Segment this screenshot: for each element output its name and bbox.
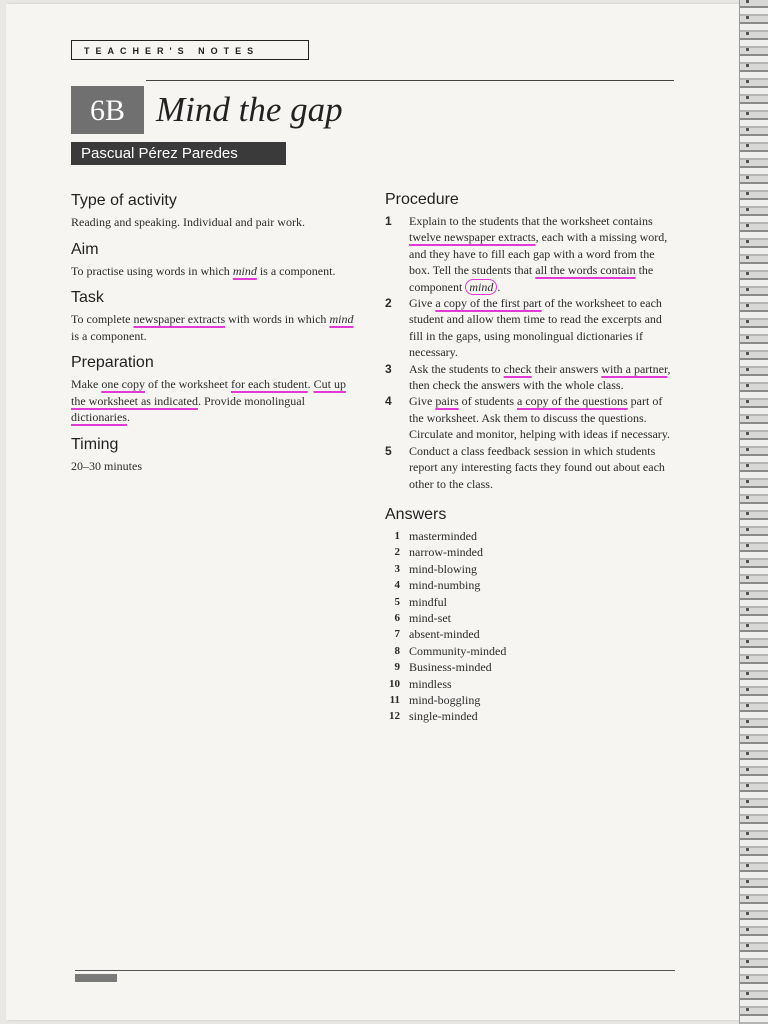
answer-item bbox=[385, 577, 675, 593]
footer-tab bbox=[75, 974, 117, 982]
step-text: of students bbox=[458, 394, 517, 409]
step-underline: check bbox=[503, 361, 532, 376]
step-text: the component bbox=[409, 263, 654, 294]
answer-text: mind-set bbox=[409, 610, 451, 625]
answer-text: mind-blowing bbox=[409, 561, 477, 576]
aim-text bbox=[71, 263, 361, 280]
type-of-activity-section bbox=[71, 192, 361, 231]
answer-number: 4 bbox=[394, 579, 400, 592]
prep-underline-dictionaries: dictionaries bbox=[71, 410, 127, 424]
step-text: Ask the students to bbox=[409, 361, 504, 376]
answer-item bbox=[385, 594, 675, 610]
unit-title: Mind the gap bbox=[156, 90, 343, 129]
timing-text: 20–30 minutes bbox=[71, 458, 142, 473]
answer-item bbox=[385, 561, 675, 577]
teachers-notes-header: TEACHER'S NOTES bbox=[71, 40, 309, 60]
answer-item bbox=[385, 610, 675, 626]
step-text: , each with a missing word, and they have to fill each gap with a word from the box. Tell the students that bbox=[409, 230, 668, 278]
prep-text-part: . bbox=[307, 377, 314, 391]
step-number: 2 bbox=[385, 296, 392, 311]
step-text: their answers bbox=[531, 361, 602, 376]
aim-section bbox=[71, 241, 361, 280]
procedure-step bbox=[385, 295, 675, 361]
answer-number: 10 bbox=[389, 677, 400, 690]
author-name: Pascual Pérez Paredes bbox=[71, 142, 286, 165]
step-underline: twelve newspaper extracts bbox=[409, 230, 536, 245]
answer-number: 11 bbox=[389, 693, 400, 706]
preparation-section bbox=[71, 354, 361, 426]
type-of-activity-text: Reading and speaking. Individual and pair work. bbox=[71, 215, 305, 229]
prep-text-part: of the worksheet bbox=[144, 377, 231, 391]
step-number: 5 bbox=[385, 443, 392, 458]
procedure-heading: Procedure bbox=[385, 191, 459, 208]
step-number: 4 bbox=[385, 394, 392, 409]
answer-number: 5 bbox=[394, 595, 400, 608]
step-text: part of the worksheet. Ask them to discuss the questions. Circulate and monitor, helping with ideas if necessary. bbox=[409, 394, 670, 442]
step-text: . bbox=[497, 279, 501, 294]
answer-text: Community-minded bbox=[409, 643, 507, 658]
answer-text: Business-minded bbox=[409, 660, 492, 675]
preparation-heading: Preparation bbox=[71, 354, 154, 371]
answer-text: mindless bbox=[409, 676, 452, 691]
procedure-step bbox=[385, 213, 675, 295]
timing-heading: Timing bbox=[71, 435, 119, 453]
step-text: of the worksheet to each student and allow them time to read the excerpts and fill in the gaps, using monolingual dictionaries if necessary. bbox=[409, 296, 662, 360]
aim-heading: Aim bbox=[71, 240, 99, 258]
task-section bbox=[71, 289, 361, 344]
circled-mind-word: mind bbox=[465, 279, 497, 295]
aim-text-part: is a component. bbox=[256, 263, 336, 278]
timing-section bbox=[71, 436, 361, 475]
task-text-part: To complete bbox=[71, 312, 134, 326]
answer-number: 6 bbox=[394, 611, 400, 624]
task-mind-word: mind bbox=[329, 312, 354, 326]
answer-number: 8 bbox=[394, 644, 400, 657]
answer-text: mind-boggling bbox=[409, 692, 481, 707]
prep-underline-cut-up: Cut up the worksheet as indicated bbox=[71, 377, 346, 408]
answer-number: 7 bbox=[394, 628, 400, 641]
answer-text: masterminded bbox=[409, 528, 477, 543]
prep-text-part: . bbox=[126, 410, 130, 424]
answer-item bbox=[385, 659, 675, 675]
step-text: Give bbox=[409, 394, 436, 409]
answer-item bbox=[385, 544, 675, 560]
step-underline: pairs bbox=[435, 394, 459, 409]
answer-number: 2 bbox=[394, 546, 400, 559]
task-underline-newspaper: newspaper extracts bbox=[133, 312, 226, 326]
prep-text-part: . Provide monolingual bbox=[197, 393, 305, 408]
task-text bbox=[71, 311, 361, 344]
step-number: 3 bbox=[385, 361, 392, 376]
answer-text: narrow-minded bbox=[409, 545, 483, 560]
prep-underline-each-student: for each student bbox=[230, 377, 308, 391]
step-underline: a copy of the first part bbox=[435, 296, 542, 311]
answer-number: 12 bbox=[389, 710, 400, 723]
footer-rule bbox=[75, 970, 675, 971]
procedure-step bbox=[385, 361, 675, 394]
answer-item bbox=[385, 692, 675, 708]
answer-item bbox=[385, 528, 675, 544]
step-number: 1 bbox=[385, 214, 392, 228]
step-text: , then check the answers with the whole class. bbox=[409, 361, 671, 393]
right-column bbox=[385, 191, 675, 725]
left-column bbox=[71, 192, 361, 484]
spiral-binding bbox=[739, 0, 768, 1024]
step-text: Give bbox=[409, 296, 436, 311]
aim-mind-word: mind bbox=[232, 263, 257, 278]
task-text-part: with words in which bbox=[225, 312, 330, 326]
procedure-step bbox=[385, 393, 675, 442]
type-of-activity-heading: Type of activity bbox=[71, 192, 177, 209]
step-text: Conduct a class feedback session in which students report any interesting facts they found out about each other to the class. bbox=[409, 443, 665, 491]
procedure-step bbox=[385, 443, 675, 492]
prep-text-part: Make bbox=[71, 377, 102, 391]
answers-list bbox=[385, 528, 675, 725]
procedure-list bbox=[385, 213, 675, 492]
preparation-text bbox=[71, 376, 361, 426]
aim-text-part: To practise using words in which bbox=[71, 263, 233, 278]
answer-number: 3 bbox=[394, 562, 400, 575]
answer-item bbox=[385, 676, 675, 692]
step-underline: with a partner bbox=[601, 361, 668, 376]
answer-item bbox=[385, 708, 675, 724]
unit-number-badge: 6B bbox=[71, 86, 144, 134]
answer-item bbox=[385, 626, 675, 642]
task-heading: Task bbox=[71, 289, 104, 306]
task-text-part: is a component. bbox=[71, 328, 147, 343]
answers-heading: Answers bbox=[385, 505, 447, 523]
answer-text: absent-minded bbox=[409, 627, 480, 642]
header-divider bbox=[146, 80, 674, 81]
answer-text: mind-numbing bbox=[409, 578, 481, 593]
step-text: Explain to the students that the worksheet contains bbox=[409, 214, 653, 228]
prep-underline-one-copy: one copy bbox=[101, 377, 145, 391]
answer-text: single-minded bbox=[409, 709, 478, 724]
answer-item bbox=[385, 643, 675, 659]
step-underline: a copy of the questions bbox=[517, 394, 628, 409]
answer-number: 1 bbox=[394, 529, 400, 542]
answer-number: 9 bbox=[394, 661, 400, 674]
step-underline: all the words contain bbox=[535, 263, 636, 278]
answer-text: mindful bbox=[409, 594, 447, 609]
